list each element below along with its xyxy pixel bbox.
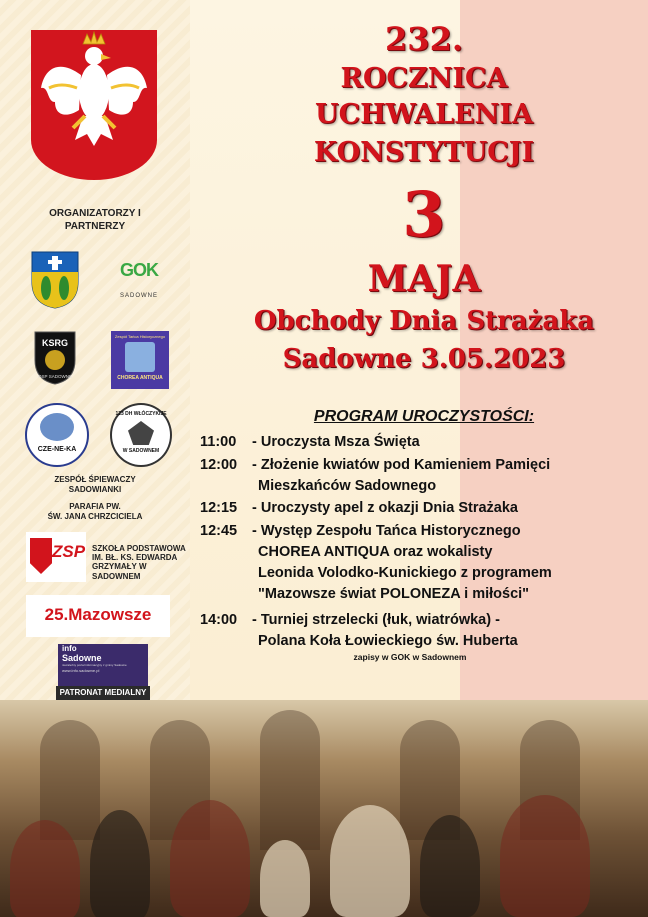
info-logo-tag: niezależny portal informacyjny z gminy Sadowne — [62, 663, 127, 667]
program-item-time: 14:00 — [200, 612, 238, 628]
info-sadowne-logo — [58, 644, 148, 686]
polish-eagle-emblem — [31, 30, 157, 180]
title-line-3: KONSTYTUCJI — [313, 137, 535, 168]
ksrg-logo-caption: OSP SADOWNE — [38, 374, 72, 379]
info-logo-name: Sadowne — [62, 653, 102, 663]
program-item-text: - Turniej strzelecki (łuk, wiatrówka) - — [252, 612, 500, 628]
chorea-antiqua-logo — [111, 331, 169, 389]
program-item-time: 11:00 — [200, 434, 237, 450]
program-item-text: Polana Koła Łowieckiego św. Huberta — [258, 633, 518, 649]
parish-line-2: ŚW. JANA CHRZCICIELA — [47, 512, 143, 521]
cze-ne-ka-caption: CZE-NE-KA — [37, 446, 77, 453]
program-item-1 — [200, 432, 640, 453]
program-item-text: - Złożenie kwiatów pod Kamieniem Pamięci — [252, 457, 551, 473]
gok-logo — [114, 252, 164, 308]
parish-line-1: PARAFIA PW. — [69, 502, 121, 511]
patronat-medialny-badge: PATRONAT MEDIALNY — [56, 686, 150, 700]
month-text: MAJA — [367, 258, 481, 300]
program-item-time: 12:45 — [200, 523, 238, 539]
scouts-logo-caption: W SADOWNEM — [122, 448, 160, 454]
title-line-2: UCHWALENIA — [315, 99, 533, 130]
historical-painting-image — [0, 700, 648, 917]
gok-logo-caption: SADOWNE — [119, 293, 158, 299]
ksrg-logo-text: KSRG — [41, 338, 68, 348]
subtitle-event: Obchody Dnia Strażaka — [253, 306, 595, 336]
program-item-text: "Mazowsze świat POLONEZA i miłości" — [258, 586, 530, 602]
chorea-logo-top: Zespół Tańca Historycznego — [114, 334, 166, 339]
school-line-3: GRZYMAŁY W SADOWNEM — [92, 562, 147, 581]
organizers-title: ORGANIZATORZY I PARTNERZY — [49, 208, 141, 232]
mazowsze-logo-text: 25.Mazowsze — [44, 605, 152, 624]
program-item-time: 12:15 — [200, 500, 238, 516]
program-item-time: 12:00 — [200, 457, 238, 473]
program-item-5 — [200, 610, 640, 652]
zsp-logo — [26, 532, 86, 582]
program-item-text: - Uroczysta Msza Święta — [252, 434, 420, 450]
info-logo-url: www.info.sadowne.pl — [62, 668, 100, 673]
anniversary-number: 232. — [385, 20, 463, 58]
registration-note: zapisy w GOK w Sadownem — [353, 652, 467, 662]
subtitle-date: Sadowne 3.05.2023 — [282, 344, 566, 374]
school-line-2: IM. BŁ. KS. EDWARDA — [92, 553, 178, 562]
school-line-1: SZKOŁA PODSTAWOWA — [92, 544, 186, 553]
program-item-text: Leonida Volodko-Kunickiego z programem — [258, 565, 552, 581]
choir-text: ZESPÓŁ ŚPIEWACZY SADOWIANKI — [54, 475, 136, 494]
program-item-3 — [200, 498, 640, 519]
program-item-text: - Występ Zespołu Tańca Historycznego — [252, 523, 521, 539]
mazowsze-25-logo — [26, 595, 170, 637]
scouts-logo — [110, 403, 172, 467]
info-logo-top: info — [62, 644, 77, 653]
cze-ne-ka-logo — [25, 403, 89, 467]
ksrg-logo — [31, 330, 79, 386]
zsp-logo-text: ZSP — [52, 542, 86, 561]
program-item-4 — [200, 521, 640, 605]
title-line-1: ROCZNICA — [340, 63, 508, 94]
program-item-text: - Uroczysty apel z okazji Dnia Strażaka — [252, 500, 518, 516]
gok-logo-text: GOK — [119, 260, 158, 280]
program-title: PROGRAM UROCZYSTOŚCI: — [313, 408, 535, 425]
program-item-2 — [200, 455, 640, 497]
program-item-text: Mieszkańców Sadownego — [258, 478, 437, 494]
day-number: 3 — [402, 178, 446, 251]
gmina-coat-of-arms-logo — [30, 250, 80, 310]
scouts-logo-top: 123 DH WŁÓCZYKIJE — [115, 411, 167, 417]
program-item-text: CHOREA ANTIQUA oraz wokalisty — [258, 544, 493, 560]
chorea-logo-caption: CHOREA ANTIQUA — [117, 375, 163, 381]
